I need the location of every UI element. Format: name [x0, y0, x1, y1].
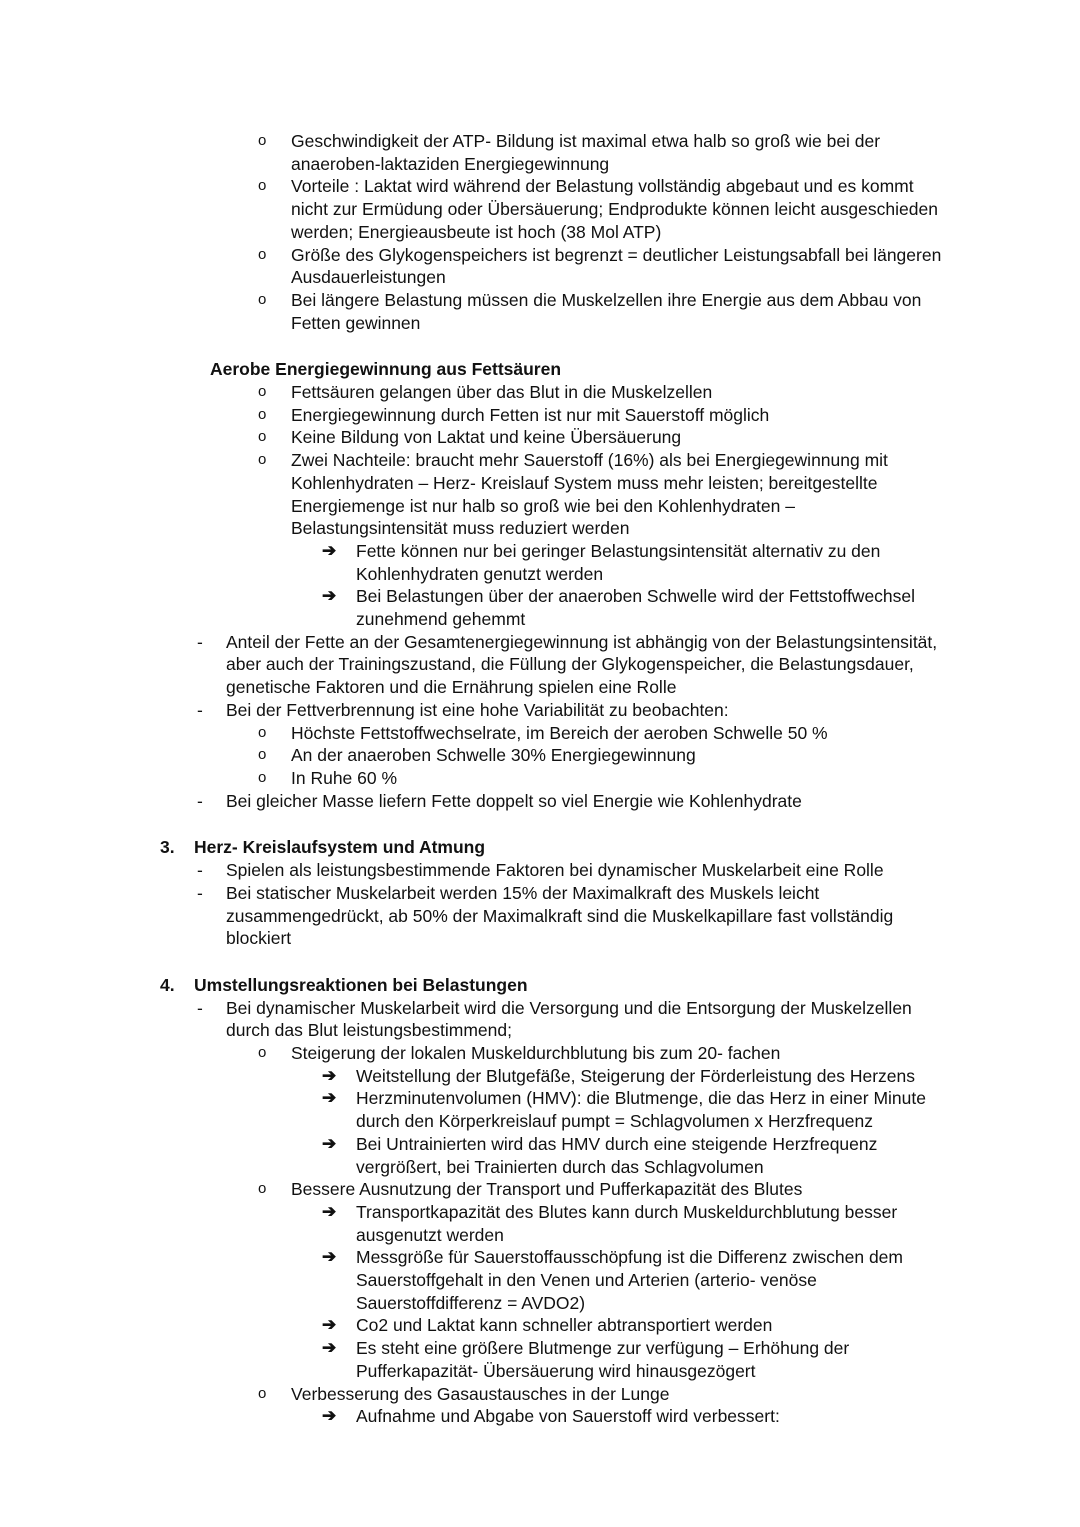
- arrow-bullet-item: [0, 1246, 1080, 1314]
- circle-bullet-icon: o: [258, 768, 267, 786]
- circle-bullet-item: [0, 426, 1080, 449]
- circle-bullet-icon: o: [258, 451, 267, 469]
- dash-bullet-icon: -: [197, 860, 203, 881]
- arrow-bullet-item: [0, 1087, 1080, 1132]
- item-text: Weitstellung der Blutgefäße, Steigerung der Förderleistung des Herzens: [356, 1065, 916, 1086]
- circle-bullet-icon: o: [258, 132, 267, 149]
- dash-bullet-icon: -: [197, 790, 203, 811]
- item-text: Aufnahme und Abgabe von Sauerstoff wird verbessert:: [356, 1406, 780, 1427]
- arrow-bullet-item: [0, 585, 1080, 630]
- circle-bullet-item: [0, 1042, 1080, 1065]
- item-text: Herzminutenvolumen (HMV): die Blutmenge, die das Herz in einer Minute durch den Körperkreislauf pumpt = Schlagvolumen x Herzfrequenz: [356, 1088, 926, 1132]
- arrow-bullet-item: [0, 1133, 1080, 1178]
- subsection-heading: [0, 358, 1080, 381]
- circle-bullet-item: [0, 1383, 1080, 1406]
- dash-bullet-item: [0, 859, 1080, 882]
- dash-bullet-item: [0, 997, 1080, 1042]
- item-text: Bei statischer Muskelarbeit werden 15% der Maximalkraft des Muskels leicht zusammengedrückt, ab 50% der Maximalkraft sind die Muskelkapillare fast vollständig blockiert: [226, 882, 894, 949]
- item-text: Bessere Ausnutzung der Transport und Pufferkapazität des Blutes: [291, 1179, 803, 1200]
- item-text: Messgröße für Sauerstoffausschöpfung ist die Differenz zwischen dem Sauerstoffgehalt in den Venen und Arterien (arterio- venöse Sauerstoffdifferenz = AVDO2): [356, 1247, 903, 1313]
- dash-bullet-item: [0, 790, 1080, 813]
- dash-bullet-item: [0, 631, 1080, 699]
- arrow-right-icon: ➔: [322, 540, 337, 560]
- circle-bullet-item: [0, 722, 1080, 745]
- heading-text: Herz- Kreislaufsystem und Atmung: [194, 837, 486, 858]
- arrow-right-icon: ➔: [322, 1338, 337, 1358]
- circle-bullet-item: [0, 767, 1080, 790]
- arrow-right-icon: ➔: [322, 1315, 337, 1335]
- arrow-bullet-item: [0, 1405, 1080, 1428]
- dash-bullet-item: [0, 699, 1080, 722]
- item-text: Größe des Glykogenspeichers ist begrenzt = deutlicher Leistungsabfall bei längeren Ausdauerleistungen: [291, 244, 942, 288]
- item-text: Bei Belastungen über der anaeroben Schwelle wird der Fettstoffwechsel zunehmend gehemmt: [356, 586, 916, 630]
- arrow-bullet-item: [0, 540, 1080, 585]
- item-text: Höchste Fettstoffwechselrate, im Bereich der aeroben Schwelle 50 %: [291, 722, 828, 743]
- circle-bullet-icon: o: [258, 177, 267, 195]
- dash-bullet-icon: -: [197, 882, 203, 903]
- circle-bullet-icon: o: [258, 405, 267, 423]
- item-text: Geschwindigkeit der ATP- Bildung ist maximal etwa halb so groß wie bei der anaeroben-laktaziden Energiegewinnung: [291, 131, 881, 174]
- item-text: Vorteile : Laktat wird während der Belastung vollständig abgebaut und es kommt nicht zur Ermüdung oder Übersäuerung; Endprodukte können leicht ausgeschieden werden; Energieausbeute ist hoch (38 Mol ATP): [291, 176, 938, 242]
- item-text: Spielen als leistungsbestimmende Faktoren bei dynamischer Muskelarbeit eine Rolle: [226, 860, 884, 881]
- arrow-bullet-item: [0, 1065, 1080, 1088]
- item-text: Fette können nur bei geringer Belastungsintensität alternativ zu den Kohlenhydraten genutzt werden: [356, 540, 881, 584]
- heading-text: Umstellungsreaktionen bei Belastungen: [194, 974, 528, 995]
- circle-bullet-item: [0, 289, 1080, 334]
- section-number: 4.: [160, 974, 175, 995]
- arrow-bullet-item: [0, 1337, 1080, 1382]
- circle-bullet-icon: o: [258, 1044, 267, 1062]
- document-page: [0, 130, 1080, 1428]
- dash-bullet-icon: -: [197, 699, 203, 720]
- item-text: Bei dynamischer Muskelarbeit wird die Versorgung und die Entsorgung der Muskelzellen durch das Blut leistungsbestimmend;: [226, 997, 912, 1041]
- circle-bullet-item: [0, 449, 1080, 540]
- item-text: Steigerung der lokalen Muskeldurchblutung bis zum 20- fachen: [291, 1043, 781, 1064]
- item-text: Fettsäuren gelangen über das Blut in die Muskelzellen: [291, 382, 713, 403]
- circle-bullet-icon: o: [258, 245, 267, 263]
- heading-text: Aerobe Energiegewinnung aus Fettsäuren: [210, 359, 562, 380]
- spacer: [0, 812, 1080, 836]
- circle-bullet-icon: o: [258, 428, 267, 446]
- circle-bullet-item: [0, 744, 1080, 767]
- item-text: An der anaeroben Schwelle 30% Energiegewinnung: [291, 745, 696, 766]
- item-text: Energiegewinnung durch Fetten ist nur mit Sauerstoff möglich: [291, 404, 770, 425]
- spacer: [0, 334, 1080, 358]
- item-text: Zwei Nachteile: braucht mehr Sauerstoff (16%) als bei Energiegewinnung mit Kohlenhydraten – Herz- Kreislauf System muss mehr leisten; bereitgestellte Energiemenge ist nur halb so groß wie bei den Kohlenhydraten – Belastungsintensität muss reduziert werden: [291, 450, 888, 539]
- dash-bullet-icon: -: [197, 631, 203, 652]
- arrow-bullet-item: [0, 1201, 1080, 1246]
- circle-bullet-item: [0, 244, 1080, 289]
- arrow-right-icon: ➔: [322, 586, 337, 606]
- circle-bullet-item: [0, 1178, 1080, 1201]
- circle-bullet-icon: o: [258, 1180, 267, 1198]
- circle-bullet-item: [0, 175, 1080, 243]
- section-heading: [0, 836, 1080, 859]
- item-text: Es steht eine größere Blutmenge zur verfügung – Erhöhung der Pufferkapazität- Übersäuerung wird hinausgezögert: [356, 1338, 850, 1381]
- circle-bullet-item: [0, 130, 1080, 175]
- item-text: Co2 und Laktat kann schneller abtransportiert werden: [356, 1315, 773, 1336]
- arrow-right-icon: ➔: [322, 1133, 337, 1153]
- arrow-bullet-item: [0, 1314, 1080, 1337]
- arrow-right-icon: ➔: [322, 1088, 337, 1108]
- circle-bullet-item: [0, 404, 1080, 427]
- circle-bullet-icon: o: [258, 723, 267, 741]
- circle-bullet-icon: o: [258, 1384, 267, 1402]
- arrow-right-icon: ➔: [322, 1065, 337, 1085]
- item-text: Bei Untrainierten wird das HMV durch eine steigende Herzfrequenz vergrößert, bei Trainierten durch das Schlagvolumen: [356, 1133, 878, 1177]
- circle-bullet-icon: o: [258, 746, 267, 764]
- item-text: Bei gleicher Masse liefern Fette doppelt so viel Energie wie Kohlenhydrate: [226, 790, 802, 811]
- spacer: [0, 950, 1080, 974]
- item-text: Verbesserung des Gasaustausches in der Lunge: [291, 1383, 670, 1404]
- circle-bullet-icon: o: [258, 290, 267, 308]
- circle-bullet-icon: o: [258, 383, 267, 401]
- item-text: Transportkapazität des Blutes kann durch Muskeldurchblutung besser ausgenutzt werden: [356, 1201, 898, 1245]
- arrow-right-icon: ➔: [322, 1201, 337, 1221]
- item-text: Anteil der Fette an der Gesamtenergiegewinnung ist abhängig von der Belastungsintensität, aber auch der Trainingszustand, die Füllung der Glykogenspeicher, die Belastungsdauer, genetische Faktoren und die Ernährung spielen eine Rolle: [226, 631, 938, 698]
- dash-bullet-item: [0, 882, 1080, 950]
- item-text: Bei längere Belastung müssen die Muskelzellen ihre Energie aus dem Abbau von Fetten gewinnen: [291, 289, 922, 333]
- circle-bullet-item: [0, 381, 1080, 404]
- dash-bullet-icon: -: [197, 997, 203, 1018]
- item-text: Bei der Fettverbrennung ist eine hohe Variabilität zu beobachten:: [226, 699, 729, 720]
- arrow-right-icon: ➔: [322, 1406, 337, 1426]
- section-number: 3.: [160, 837, 175, 858]
- section-heading: [0, 974, 1080, 997]
- item-text: In Ruhe 60 %: [291, 767, 398, 788]
- item-text: Keine Bildung von Laktat und keine Übersäuerung: [291, 427, 682, 448]
- arrow-right-icon: ➔: [322, 1247, 337, 1267]
